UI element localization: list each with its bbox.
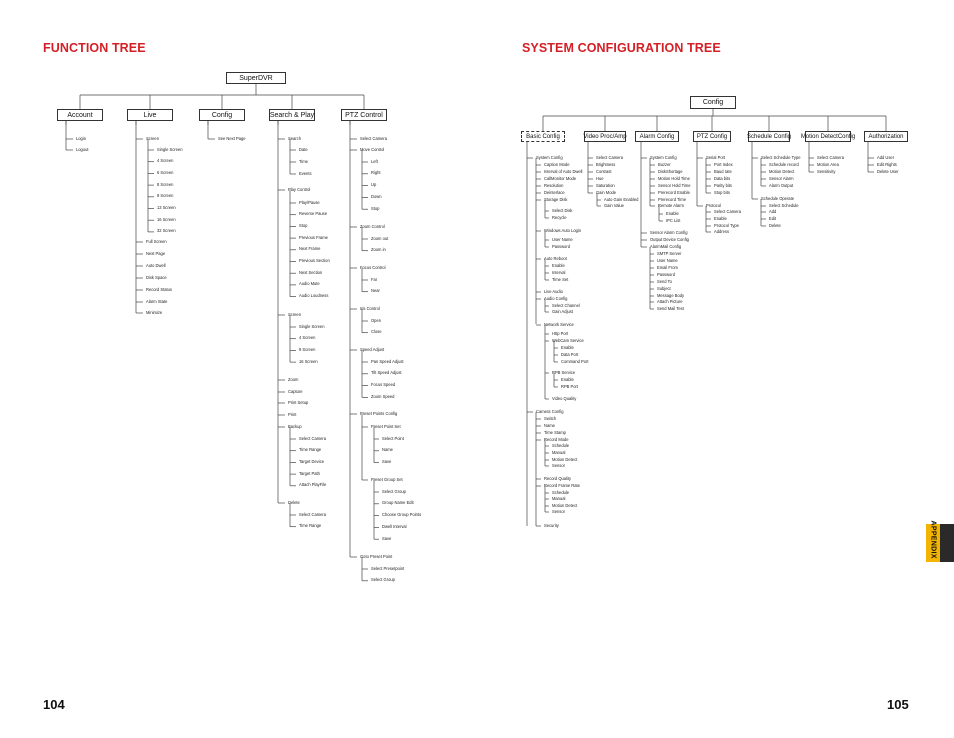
tree-leaf-label: Stop bits <box>714 189 730 195</box>
tree-leaf-label: Capture <box>288 388 303 394</box>
tree-leaf-label: Camera Config <box>536 408 564 414</box>
tree-leaf-label: Next Page <box>146 250 166 256</box>
tree-leaf-label: User Name <box>657 257 678 263</box>
tree-leaf-label: Send To <box>657 278 672 284</box>
tree-leaf-label: Serial Port <box>706 154 726 160</box>
tree-leaf-label: Attach Picture <box>657 298 683 304</box>
tree-box-node: Config <box>690 96 736 109</box>
tree-leaf-label: Caption Mode <box>544 161 570 167</box>
tree-leaf-label: Auto Reboot <box>544 255 567 261</box>
tree-leaf-label: Storage Disk <box>544 196 568 202</box>
tree-leaf-label: Motion Detect <box>552 456 578 462</box>
tree-leaf-label: Manual <box>552 495 566 501</box>
tree-leaf-label: Time Set <box>552 276 569 282</box>
tree-leaf-label: Play/Pause <box>299 199 320 205</box>
tree-leaf-label: Gain Mode <box>596 189 617 195</box>
tree-leaf-label: Prerecord Time <box>658 196 686 202</box>
tree-box-node: Video Proc/Amp <box>584 131 626 142</box>
tree-leaf-label: 8 Screen <box>157 181 174 187</box>
tree-leaf-label: RPB Port <box>561 383 579 389</box>
tree-leaf-label: 32 Screen <box>157 228 176 234</box>
tree-leaf-label: Far <box>371 276 378 282</box>
tree-leaf-label: Target Device <box>299 458 325 464</box>
tree-leaf-label: Select Camera <box>817 154 845 160</box>
tree-leaf-label: Subject <box>657 285 671 291</box>
tree-leaf-label: Down <box>371 193 382 199</box>
tree-leaf-label: Save <box>382 535 392 541</box>
tree-box-node: Live <box>127 109 173 121</box>
tree-leaf-label: Remote Alarm <box>658 202 684 208</box>
tree-leaf-label: WebCam Service <box>552 337 584 343</box>
tree-leaf-label: Time Range <box>299 447 322 453</box>
tree-leaf-label: Audio Loudness <box>299 293 329 299</box>
tree-leaf-label: Select Group <box>382 488 406 494</box>
tree-leaf-label: Interval <box>552 269 566 275</box>
tree-leaf-label: AlarmMail Config <box>650 243 682 249</box>
tree-leaf-label: Manual <box>552 449 566 455</box>
page-number-left: 104 <box>43 697 65 712</box>
tree-leaf-label: Network Service <box>544 321 574 327</box>
tree-leaf-label: Target Path <box>299 470 320 476</box>
tree-leaf-label: 13 Screen <box>157 205 176 210</box>
tree-leaf-label: Sensor <box>552 508 565 514</box>
tree-leaf-label: 4 Screen <box>157 158 174 164</box>
tree-leaf-label: Logout <box>76 146 89 152</box>
tree-leaf-label: Recycle <box>552 214 567 220</box>
tree-leaf-label: 9 Screen <box>299 346 316 352</box>
tree-leaf-label: Data bits <box>714 175 731 181</box>
tree-leaf-label: Focus Speed <box>371 382 396 388</box>
tree-leaf-label: Sensitivity <box>817 168 836 174</box>
tree-leaf-label: Minimize <box>146 309 163 315</box>
tree-leaf-label: Http Port <box>552 330 569 336</box>
tree-leaf-label: Stop <box>371 205 380 211</box>
tree-leaf-label: Sensor Alarm Config <box>650 229 688 235</box>
tree-box-node: Search & Play <box>269 109 315 121</box>
tree-leaf-label: User Name <box>552 236 573 242</box>
tree-leaf-label: Motion Hold Time <box>658 175 690 181</box>
tree-leaf-label: Pan Speed Adjust <box>371 358 404 364</box>
tree-leaf-label: Hue <box>596 175 604 181</box>
tree-leaf-label: Up <box>371 182 377 188</box>
tree-leaf-label: Sensor Hold Time <box>658 182 691 188</box>
tree-leaf-label: Add User <box>877 154 895 160</box>
tree-leaf-label: Previous Frame <box>299 234 328 240</box>
tree-leaf-label: Single Screen <box>157 146 183 152</box>
tree-box-node: PTZ Config <box>693 131 731 142</box>
tree-leaf-label: Name <box>544 422 555 428</box>
tree-leaf-label: Brightness <box>596 161 616 167</box>
tree-leaf-label: Buzzer <box>658 161 671 167</box>
tree-leaf-label: Auto Gain Enabled <box>604 196 639 202</box>
tree-leaf-label: Enable <box>561 376 574 382</box>
tree-leaf-label: Schedule Operate <box>761 195 794 201</box>
tree-leaf-label: Disk Space <box>146 274 167 280</box>
tree-leaf-label: Password <box>657 271 675 277</box>
tree-leaf-label: CallMonitor Mode <box>544 175 577 181</box>
tree-leaf-label: Near <box>371 288 380 294</box>
tree-leaf-label: Edit Rights <box>877 161 897 167</box>
tree-leaf-label: Motion Detect <box>769 168 795 174</box>
page-number-right: 105 <box>887 697 909 712</box>
tree-box-node: Motion DetectConfig <box>805 131 851 142</box>
tree-leaf-label: See Next Page <box>218 135 246 141</box>
tree-box-node: PTZ Control <box>341 109 387 121</box>
tree-leaf-label: Enable <box>552 262 565 268</box>
tree-leaf-label: Events <box>299 170 312 176</box>
tree-leaf-label: Delete <box>769 222 781 228</box>
tree-leaf-label: Deinterlace <box>544 189 565 195</box>
tree-leaf-label: Goto Preset Point <box>360 553 393 559</box>
tree-leaf-label: Zoom in <box>371 247 386 253</box>
tree-leaf-label: Focus Control <box>360 264 386 270</box>
tree-leaf-label: Screen <box>288 311 301 317</box>
tree-leaf-label: Select Camera <box>299 435 327 441</box>
tree-leaf-label: Protocol Type <box>714 222 739 228</box>
tree-leaf-label: Open <box>371 317 382 323</box>
tree-leaf-label: Save <box>382 459 392 465</box>
tree-leaf-label: Edit <box>769 215 777 221</box>
tree-leaf-label: Video Quality <box>552 395 577 401</box>
tree-box-node: Alarm Config <box>635 131 679 142</box>
tree-leaf-label: System Config <box>650 154 677 160</box>
tree-leaf-label: Group Name Edit <box>382 500 414 506</box>
tree-leaf-label: Enable <box>666 210 679 216</box>
tree-leaf-label: 4 Screen <box>299 335 316 341</box>
tree-box-node: Config <box>199 109 245 121</box>
tree-leaf-label: Zoom Control <box>360 223 385 229</box>
tree-leaf-label: Message Body <box>657 292 685 298</box>
tree-leaf-label: Select Schedule <box>769 202 799 208</box>
tree-leaf-label: Zoom Speed <box>371 393 395 399</box>
tree-leaf-label: Add <box>769 208 777 214</box>
tree-leaf-label: Schedule <box>552 489 570 495</box>
tree-leaf-label: Alarm State <box>146 298 168 304</box>
tree-box-node: SuperDVR <box>226 72 286 84</box>
tree-leaf-label: Contrast <box>596 168 612 174</box>
appendix-label: APPENDIX <box>929 520 937 559</box>
tree-leaf-label: Previous Section <box>299 258 330 263</box>
tree-leaf-label: Choose Group Points <box>382 512 422 518</box>
tree-leaf-label: Right <box>371 170 381 176</box>
tree-leaf-label: Select Presetpoint <box>371 565 405 571</box>
tree-leaf-label: Select Camera <box>596 154 624 160</box>
tree-leaf-label: Next Section <box>299 269 323 275</box>
tree-leaf-label: Gain Adjust <box>552 308 573 314</box>
tree-leaf-label: Delete <box>288 499 300 505</box>
tree-leaf-label: Sensor <box>552 462 565 468</box>
tree-leaf-label: Protocol <box>706 202 722 208</box>
tree-leaf-label: Print <box>288 411 297 417</box>
tree-leaf-label: 9 Screen <box>157 193 174 199</box>
tree-leaf-label: Zoom out <box>371 235 389 241</box>
tree-leaf-label: 16 Screen <box>157 216 176 222</box>
tree-leaf-label: Record Quality <box>544 475 572 481</box>
tree-leaf-label: Audio Config <box>544 295 568 301</box>
tree-leaf-label: Print Setup <box>288 399 309 405</box>
tree-leaf-label: Record Mode <box>544 436 569 442</box>
tree-leaf-label: Parity bits <box>714 182 732 188</box>
tree-box-node: Authorization <box>864 131 908 142</box>
tree-leaf-label: Resolution <box>544 182 564 188</box>
tree-leaf-label: Gain Value <box>604 202 624 208</box>
tree-leaf-label: Stop <box>299 222 308 228</box>
tree-leaf-label: Dwell Interval <box>382 523 407 529</box>
tree-leaf-label: Output Device Config <box>650 236 689 242</box>
tree-leaf-label: Select Group <box>371 577 395 583</box>
tree-leaf-label: Delete User <box>877 168 899 174</box>
tree-leaf-label: Login <box>76 135 87 141</box>
tree-leaf-label: Windows Auto Login <box>544 227 582 233</box>
tree-leaf-label: Select Disk <box>552 207 573 213</box>
tree-leaf-label: Send Mail Test <box>657 305 684 311</box>
tree-leaf-label: 6 Screen <box>157 169 174 175</box>
tree-leaf-label: Reverse Pause <box>299 211 327 217</box>
tree-leaf-label: Next Frame <box>299 246 321 252</box>
tree-leaf-label: Live Audio <box>544 288 563 294</box>
tree-leaf-label: Left <box>371 158 378 164</box>
tree-leaf-label: Name <box>382 447 393 453</box>
tree-leaf-label: Time <box>299 158 308 164</box>
tree-leaf-label: Preset Point Set <box>371 423 401 429</box>
tree-leaf-label: Sensor Alarm <box>769 175 794 181</box>
tree-leaf-label: Select Camera <box>299 511 327 517</box>
tree-leaf-label: System Config <box>536 154 563 160</box>
tree-leaf-label: Screen <box>146 135 159 141</box>
tree-leaf-label: Preset Group Set <box>371 476 403 482</box>
system-tree-title: SYSTEM CONFIGURATION TREE <box>522 41 721 55</box>
tree-leaf-label: IPC List <box>666 217 681 223</box>
tree-leaf-label: Select Schedule Type <box>761 154 801 160</box>
tree-leaf-label: Enable <box>714 215 727 221</box>
tree-leaf-label: Zoom <box>288 376 299 382</box>
tree-leaf-label: SMTP Server <box>657 250 682 256</box>
tree-leaf-label: Record Frame Rate <box>544 482 580 488</box>
tree-leaf-label: Schedule <box>552 442 570 448</box>
tree-leaf-label: Password <box>552 243 570 249</box>
tree-leaf-label: Full Screen <box>146 238 167 244</box>
tree-leaf-label: Select Camera <box>714 208 742 214</box>
tree-leaf-label: Switch <box>544 415 557 421</box>
tree-leaf-label: Interval of Auto Dwell <box>544 168 583 174</box>
tree-leaf-label: Enable <box>561 344 574 350</box>
tree-leaf-label: Select Camera <box>360 135 388 141</box>
tree-leaf-label: Attach PlayFile <box>299 482 327 488</box>
tree-leaf-label: Audio Mute <box>299 281 320 287</box>
tree-leaf-label: Select Channel <box>552 302 580 308</box>
tree-leaf-label: Tilt Speed Adjust <box>371 370 402 376</box>
tree-leaf-label: Auto Dwell <box>146 262 166 268</box>
tree-leaf-label: Preset Points Config <box>360 410 398 416</box>
tree-leaf-label: Time Stamp <box>544 429 566 435</box>
tree-leaf-label: Time Range <box>299 523 322 529</box>
tree-leaf-label: Baud rate <box>714 168 732 174</box>
tree-leaf-label: Command Port <box>561 358 589 364</box>
tree-leaf-label: Address <box>714 228 730 234</box>
tree-leaf-label: Single Screen <box>299 323 325 329</box>
tree-leaf-label: Data Port <box>561 351 579 357</box>
tree-leaf-label: Speed Adjust <box>360 346 385 352</box>
tree-leaf-label: Security <box>544 522 559 528</box>
function-tree-title: FUNCTION TREE <box>43 41 146 55</box>
tree-leaf-label: Search <box>288 135 301 141</box>
tree-leaf-label: Play Control <box>288 186 311 192</box>
tree-leaf-label: Iris Control <box>360 305 380 311</box>
tree-leaf-label: Motion Detect <box>552 502 578 508</box>
tree-leaf-label: Move Control <box>360 146 385 152</box>
tree-box-node: Basic Config <box>521 131 565 142</box>
tree-box-node: Schedule Config <box>748 131 790 142</box>
tree-leaf-label: Alarm Output <box>769 182 794 188</box>
tree-leaf-label: 16 Screen <box>299 358 318 364</box>
tree-leaf-label: Select Point <box>382 435 404 441</box>
tree-leaf-label: Schedule record <box>769 161 799 167</box>
tree-leaf-label: Motion Area <box>817 161 839 167</box>
tree-leaf-label: Date <box>299 146 308 152</box>
tree-leaf-label: Record Status <box>146 286 172 292</box>
tree-leaf-label: DiskShortage <box>658 168 683 174</box>
tree-leaf-label: Port Index <box>714 161 733 167</box>
tree-leaf-label: RPB Service <box>552 369 576 375</box>
tree-leaf-label: Email From <box>657 264 678 270</box>
tree-leaf-label: Saturation <box>596 182 615 188</box>
tree-leaf-label: Prerecord Enable <box>658 189 690 195</box>
tree-box-node: Account <box>57 109 103 121</box>
tree-leaf-label: Backup <box>288 423 302 429</box>
tree-leaf-label: Close <box>371 329 382 335</box>
